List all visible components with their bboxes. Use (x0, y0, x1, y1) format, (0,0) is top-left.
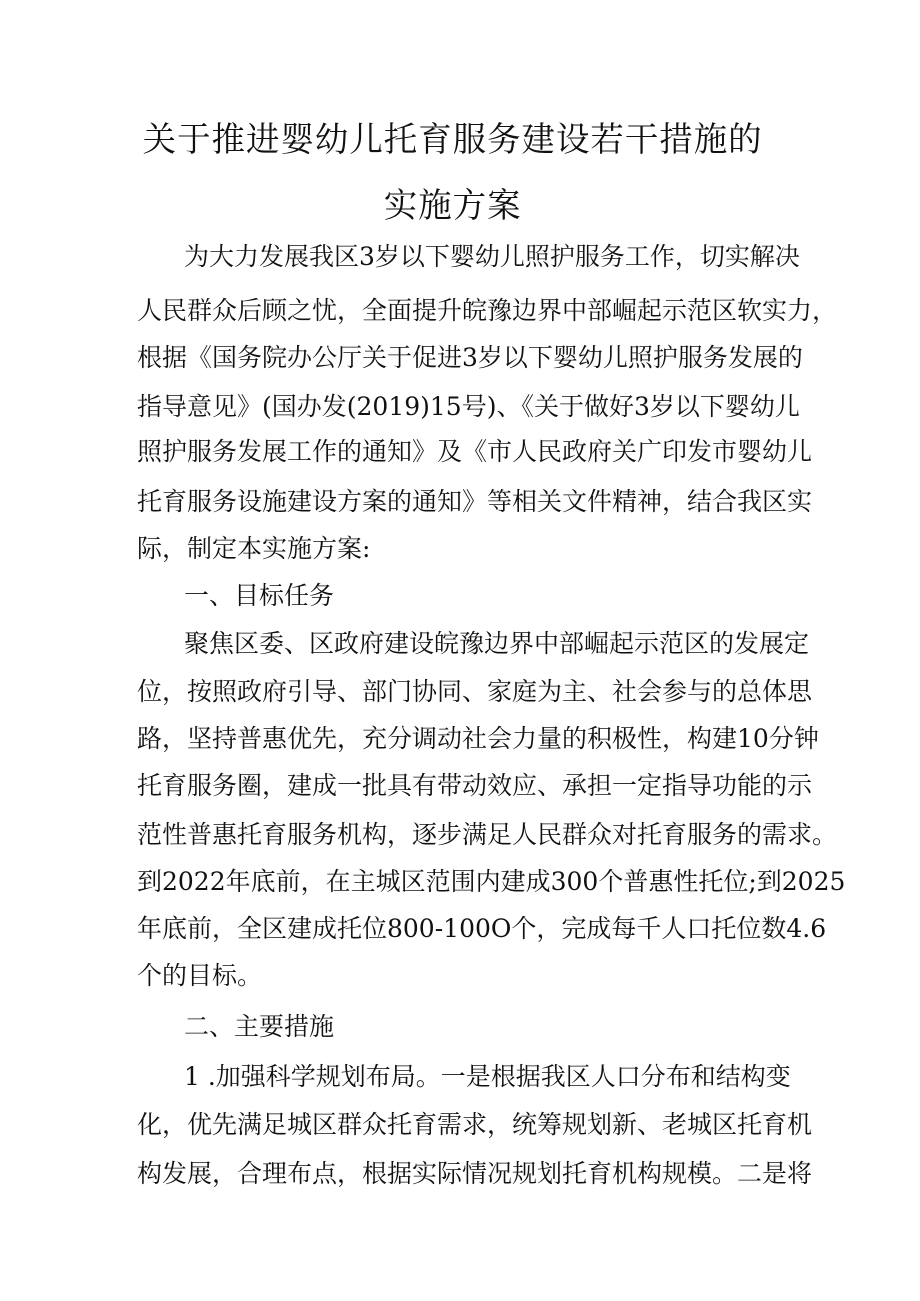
body-line-4: 指导意见》(国办发(2019)15号)、《关于做好3岁以下婴幼儿 (137, 392, 800, 421)
body-line-9: 聚焦区委、区政府建设皖豫边界中部崛起示范区的发展定 (184, 629, 810, 658)
body-line-19: 化，优先满足城区群众托育需求，统筹规划新、老城区托育机 (137, 1110, 813, 1139)
body-line-2: 人民群众后顾之忧，全面提升皖豫边界中部崛起示范区软实力， (137, 296, 838, 325)
body-line-13: 范性普惠托育服务机构，逐步满足人民群众对托育服务的需求。 (137, 820, 838, 849)
body-line-12: 托育服务圈，建成一批具有带动效应、承担一定指导功能的示 (137, 771, 813, 800)
body-line-18: 1 .加强科学规划布局。一是根据我区人口分布和结构变 (184, 1062, 791, 1091)
body-line-6: 托育服务设施建设方案的通知》等相关文件精神，结合我区实 (137, 487, 813, 516)
body-line-10: 位，按照政府引导、部门协同、家庭为主、社会参与的总体思 (137, 677, 813, 706)
section-heading-2: 二、主要措施 (184, 1012, 335, 1041)
body-line-7: 际，制定本实施方案: (137, 534, 371, 563)
body-line-11: 路，坚持普惠优先，充分调动社会力量的积极性，构建10分钟 (137, 724, 819, 753)
body-line-3: 根据《国务院办公厅关于促进3岁以下婴幼儿照护服务发展的 (137, 343, 803, 372)
body-line-15: 年底前，全区建成托位800-100O个，完成每千人口托位数4.6 (137, 914, 827, 943)
document-title-line-1: 关于推进婴幼儿托育服务建设若干措施的 (142, 120, 763, 160)
section-heading-1: 一、目标任务 (184, 581, 335, 610)
body-line-5: 照护服务发展工作的通知》及《市人民政府关广印发市婴幼儿 (137, 437, 813, 466)
body-line-20: 构发展，合理布点，根据实际情况规划托育机构规模。二是将 (137, 1159, 813, 1188)
body-line-16: 个的目标。 (137, 961, 263, 990)
body-line-14: 到2022年底前，在主城区范围内建成300个普惠性托位;到2025 (137, 867, 846, 896)
document-title-line-2: 实施方案 (383, 186, 522, 226)
body-line-1: 为大力发展我区3岁以下婴幼儿照护服务工作，切实解决 (184, 242, 800, 271)
